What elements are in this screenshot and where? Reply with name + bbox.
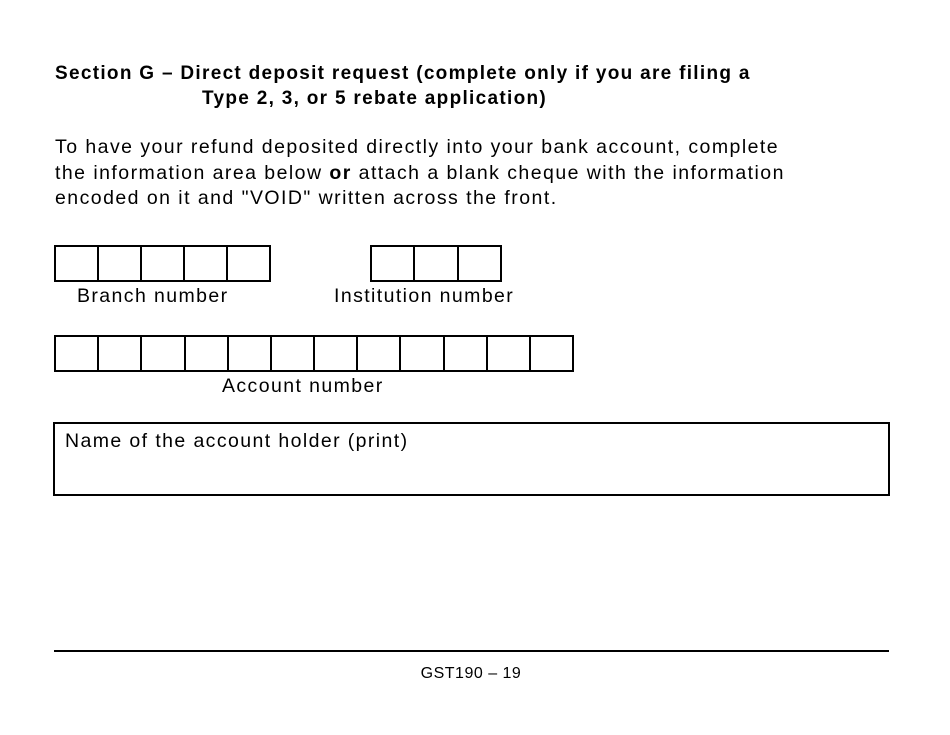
intro-line2-text: the information area below xyxy=(55,161,330,184)
digit-box[interactable] xyxy=(140,337,183,370)
branch-number-input[interactable] xyxy=(54,245,271,282)
digit-box[interactable] xyxy=(413,247,456,280)
digit-box[interactable] xyxy=(97,247,140,280)
digit-box[interactable] xyxy=(227,337,270,370)
account-holder-label: Name of the account holder (print) xyxy=(65,430,409,452)
account-number-input[interactable] xyxy=(54,335,574,372)
intro-line1: To have your refund deposited directly into your bank account, complete xyxy=(55,136,780,158)
digit-box[interactable] xyxy=(457,247,500,280)
digit-box[interactable] xyxy=(56,337,97,370)
digit-box[interactable] xyxy=(486,337,529,370)
digit-box[interactable] xyxy=(270,337,313,370)
account-number-label: Account number xyxy=(222,375,384,397)
digit-box[interactable] xyxy=(226,247,269,280)
digit-box[interactable] xyxy=(313,337,356,370)
page-number: GST190 – 19 xyxy=(420,665,522,682)
branch-number-label: Branch number xyxy=(77,285,229,307)
institution-number-input[interactable] xyxy=(370,245,502,282)
footer-divider xyxy=(54,650,889,652)
digit-box[interactable] xyxy=(56,247,97,280)
intro-or-bold: or xyxy=(329,161,352,184)
intro-line3: encoded on it and "VOID" written across the front. xyxy=(55,187,558,209)
digit-box[interactable] xyxy=(184,337,227,370)
digit-box[interactable] xyxy=(140,247,183,280)
digit-box[interactable] xyxy=(399,337,442,370)
account-holder-name-field[interactable] xyxy=(53,422,890,496)
digit-box[interactable] xyxy=(372,247,413,280)
intro-line2 xyxy=(55,161,785,187)
intro-line2-text-end: attach a blank cheque with the information xyxy=(351,161,785,184)
digit-box[interactable] xyxy=(443,337,486,370)
digit-box[interactable] xyxy=(356,337,399,370)
intro-paragraph xyxy=(55,135,785,212)
digit-box[interactable] xyxy=(97,337,140,370)
section-heading-line1: Section G – Direct deposit request (complete only if you are filing a xyxy=(55,63,751,84)
digit-box[interactable] xyxy=(529,337,572,370)
section-heading-line2: Type 2, 3, or 5 rebate application) xyxy=(202,88,548,109)
institution-number-label: Institution number xyxy=(334,285,515,307)
digit-box[interactable] xyxy=(183,247,226,280)
